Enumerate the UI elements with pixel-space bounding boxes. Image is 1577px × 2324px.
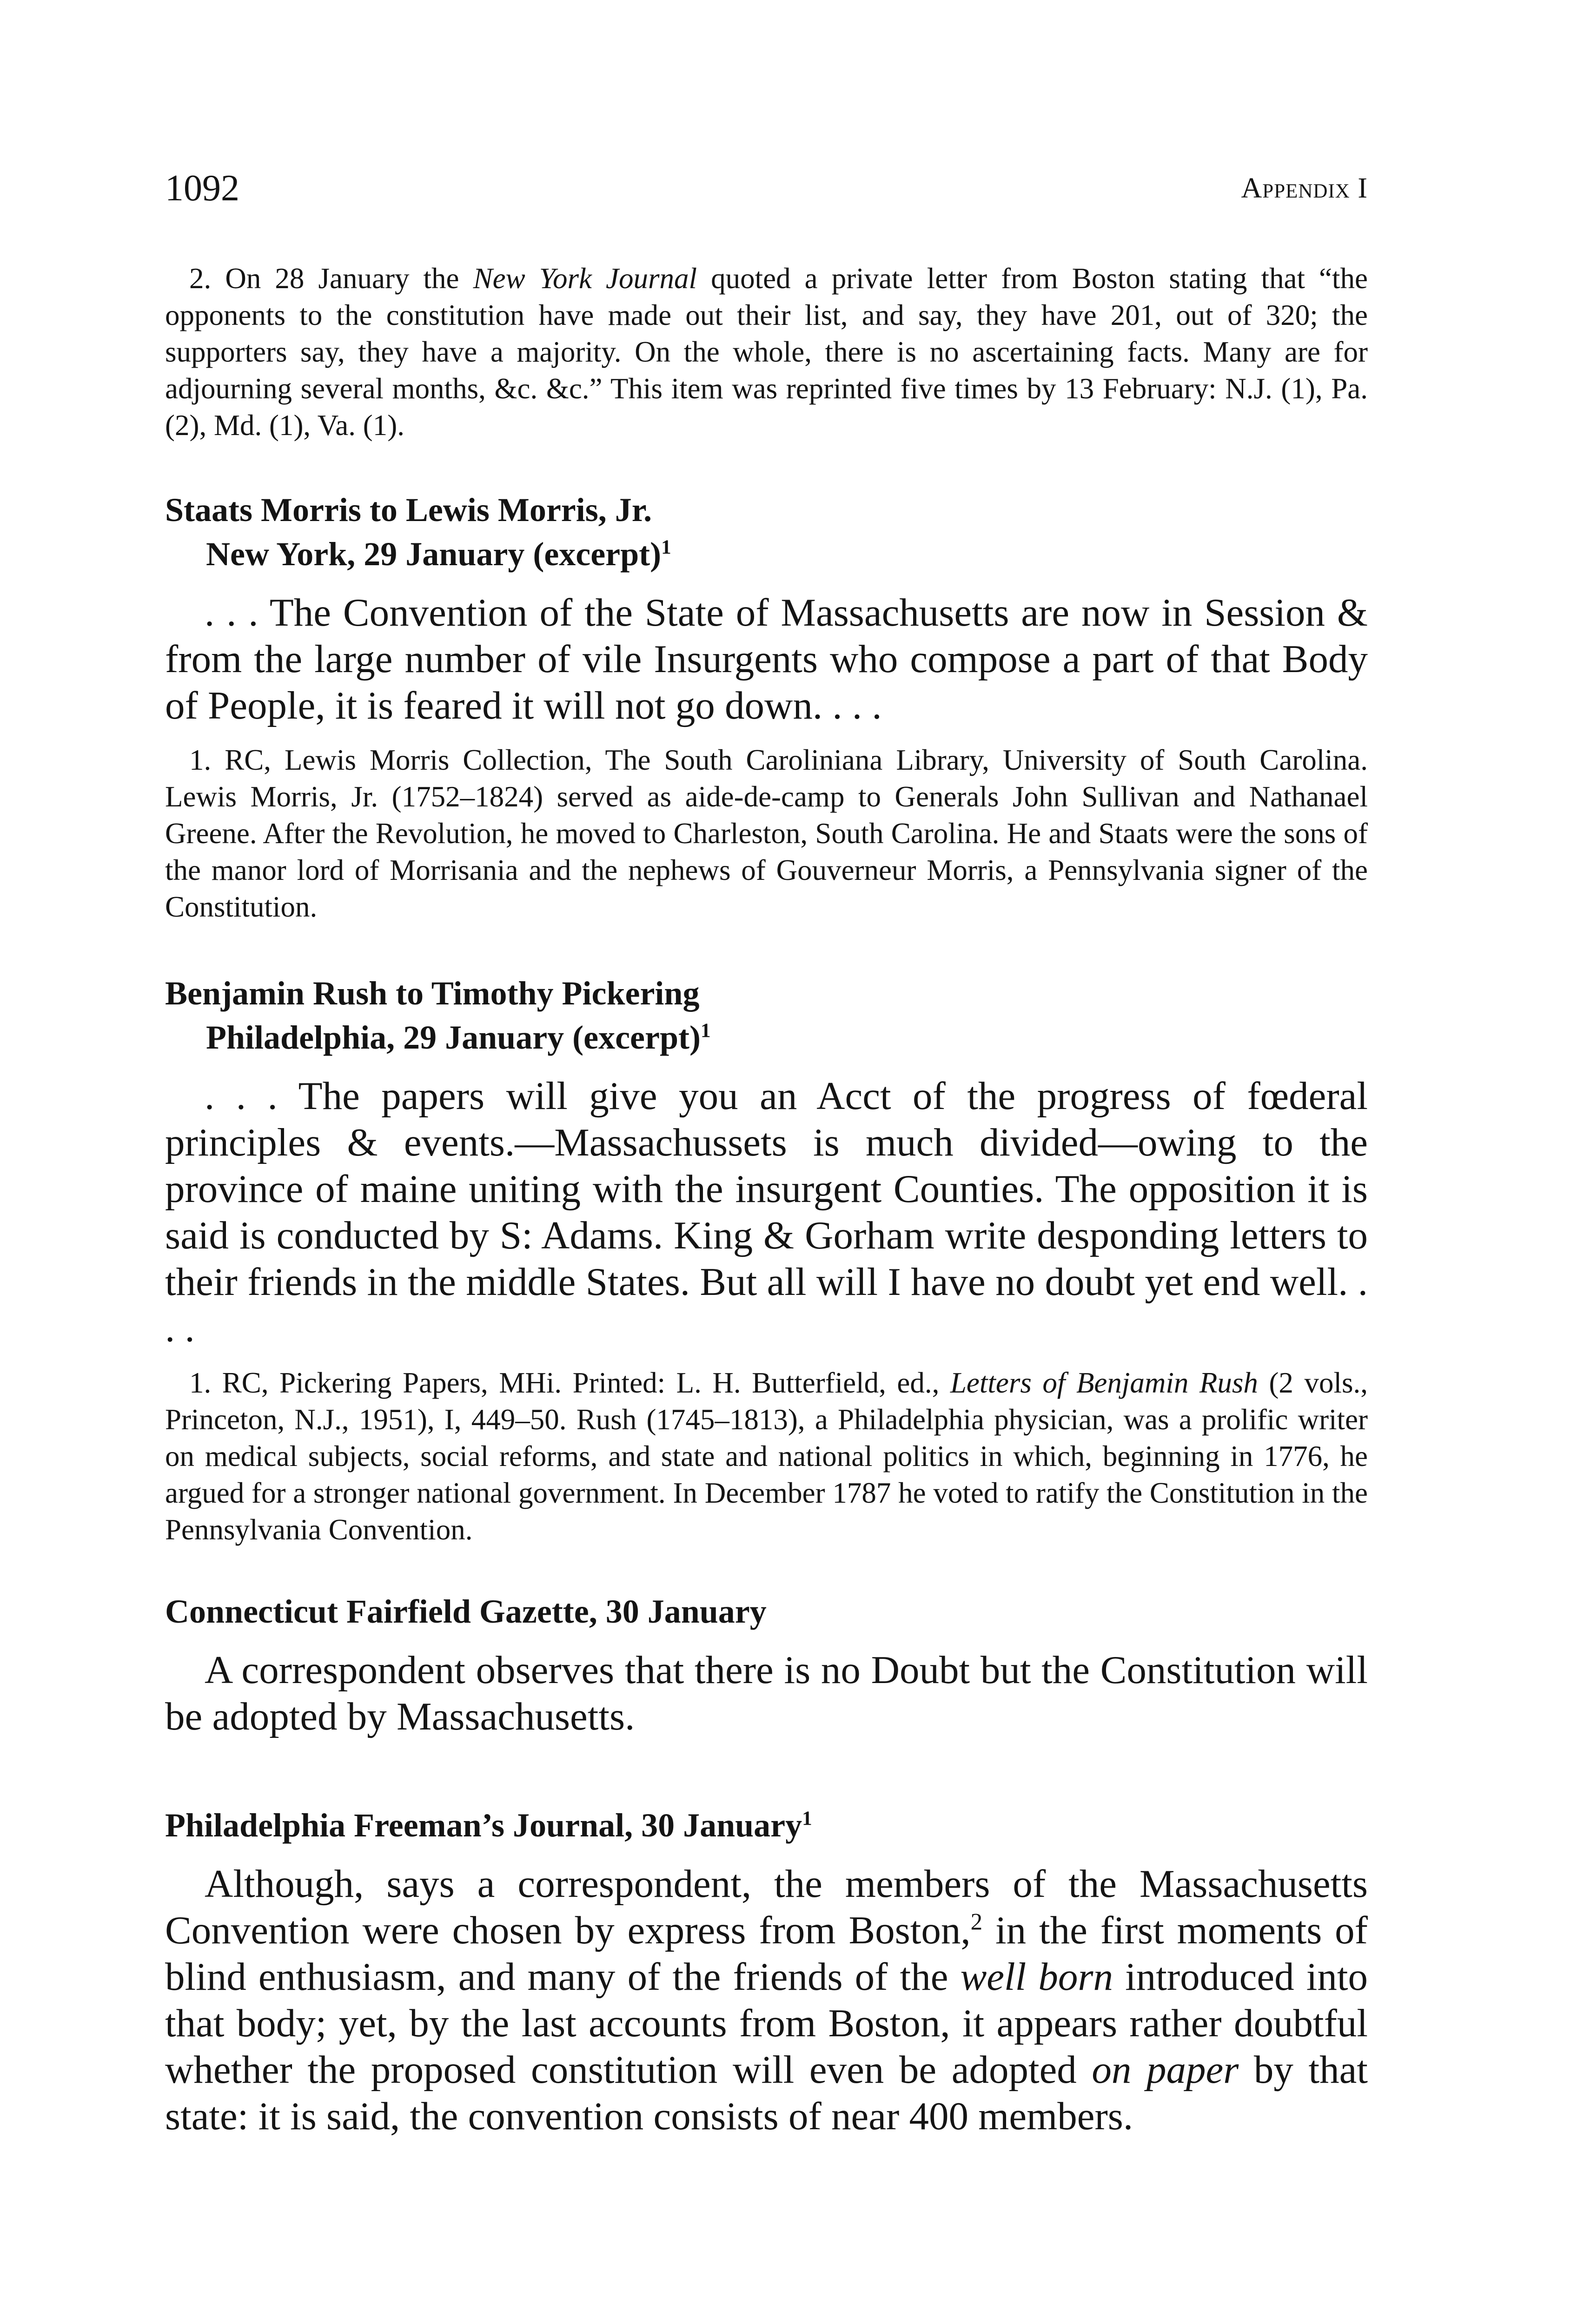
- entry-rush: [165, 971, 1368, 1548]
- entry-morris: [165, 488, 1368, 925]
- note-reference: 1: [661, 536, 671, 558]
- entry-footnote: 1. RC, Pickering Papers, MHi. Printed: L. H. Butterfield, ed., Letters of Benjamin Rush (2 vols., Princeton, N.J., 1951), I, 449–50. Rush (1745–1813), a Philadelphia physician, was a prolific writer on medical subjects, social reforms, and state and national politics in which, beginning in 1776, he argued for a stronger national government. In December 1787 he voted to ratify the Constitution in the Pennsylvania Convention.: [165, 1367, 1368, 1546]
- emphasis: on paper: [1092, 2048, 1239, 2092]
- entry-footnote: 1. RC, Lewis Morris Collection, The South Caroliniana Library, University of South Carolina. Lewis Morris, Jr. (1752–1824) served as aide-de-camp to Generals John Sullivan and Nathanael Greene. After the Revolution, he moved to Charleston, South Carolina. He and Staats were the sons of the manor lord of Morrisania and the nephews of Gouverneur Morris, a Pennsylvania signer of the Constitution.: [165, 744, 1368, 923]
- publication-name: New York Journal: [473, 262, 697, 295]
- note-reference: 2: [970, 1909, 983, 1935]
- note-reference: 1: [802, 1808, 812, 1829]
- continued-note: [165, 260, 1368, 444]
- note-reference: 1: [700, 1020, 711, 1042]
- entry-body: . . . The papers will give you an Acct of the progress of fœderal principles & events.—Massachussets is much divided—owing to the province of maine uniting with the insurgent Counties. The opposition it is said is conducted by S: Adams. King & Gorham write desponding letters to their friends in the middle States. But all will I have no doubt yet end well. . . .: [165, 1074, 1368, 1350]
- page-number: 1092: [165, 168, 239, 209]
- entry-body: Although, says a correspondent, the members of the Massachusetts Convention were chosen by express from Boston,$^2$ in the first moments of blind enthusiasm, and many of the friends of the well born introduced into that body; yet, by the last accounts from Boston, it appears rather doubtful whether the proposed constitution will even be adopted on paper by that state: it is said, the convention consists of near 400 members.: [165, 1862, 1368, 2138]
- entry-freeman: [165, 1803, 1368, 2139]
- entry-subheading: New York, 29 January (excerpt)$^1$: [206, 535, 671, 573]
- entry-heading: Benjamin Rush to Timothy Pickering: [165, 975, 700, 1012]
- footnote-number: 1.: [189, 1367, 212, 1399]
- footnote-text: 2. On 28 January the New York Journal quoted a private letter from Boston stating that “the opponents to the constitution have made out their list, and say, they have 201, out of 320; the supporters say, they have a majority. On the whole, there is no ascertaining facts. Many are for adjourning several months, &c. &c.” This item was reprinted five times by 13 February: N.J. (1), Pa. (2), Md. (1), Va. (1).: [165, 262, 1368, 442]
- entry-fairfield: [165, 1590, 1368, 1740]
- running-head: [165, 167, 1368, 218]
- book-title: Letters of Benjamin Rush: [950, 1367, 1258, 1399]
- entry-body: A correspondent observes that there is no Doubt but the Constitution will be adopted by Massachusetts.: [165, 1648, 1368, 1738]
- section-title: Appendix I: [1241, 172, 1368, 204]
- footnote-number: 1.: [189, 744, 212, 776]
- footnote-number: 2.: [189, 262, 212, 295]
- entry-heading: Connecticut Fairfield Gazette, 30 January: [165, 1593, 767, 1630]
- entry-subheading: Philadelphia, 29 January (excerpt)$^1$: [206, 1019, 711, 1056]
- entry-heading: Philadelphia Freeman’s Journal, 30 January$^1$: [165, 1807, 812, 1844]
- emphasis: well born: [960, 1955, 1113, 1999]
- entry-heading: Staats Morris to Lewis Morris, Jr.: [165, 491, 652, 528]
- entry-body: . . . The Convention of the State of Massachusetts are now in Session & from the large number of vile Insurgents who compose a part of that Body of People, it is feared it will not go down. . . .: [165, 591, 1368, 727]
